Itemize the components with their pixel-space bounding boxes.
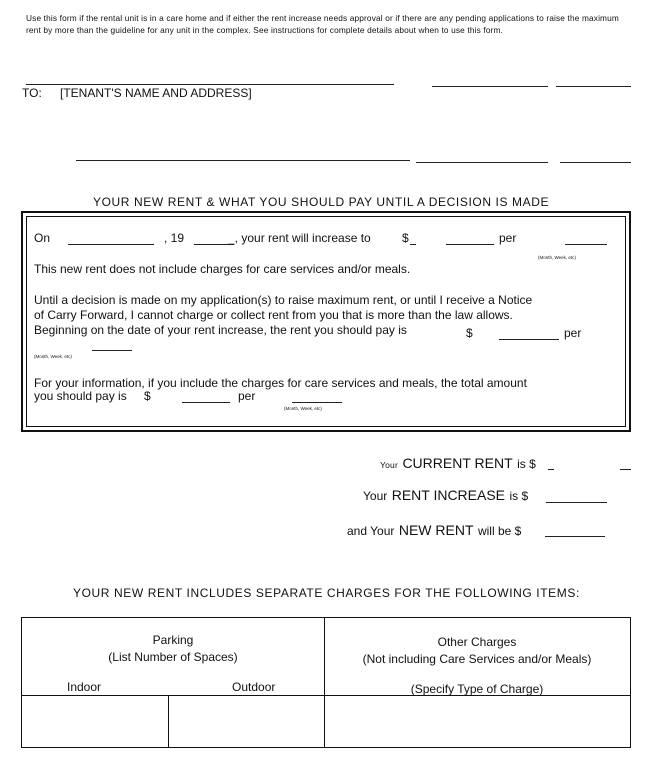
to-label: TO: <box>22 86 42 100</box>
dollar-sign-3: $ <box>144 389 151 403</box>
current-rent-label: CURRENT RENT <box>402 455 513 471</box>
rent-increase-row <box>363 487 528 505</box>
parking-subtitle: (List Number of Spaces) <box>108 650 238 664</box>
rent-increase-field[interactable] <box>546 502 607 503</box>
no-care-text: This new rent does not include charges for care services and/or meals. <box>34 262 411 276</box>
current-rent-row <box>380 455 536 473</box>
date-field[interactable] <box>68 244 154 245</box>
landlord-line-2[interactable] <box>432 86 548 87</box>
other-charges-subtitle: (Not including Care Services and/or Meals) <box>362 652 592 666</box>
period-hint-2: (Month, Week, etc) <box>34 354 72 359</box>
period-hint: (Month, Week, etc) <box>538 255 576 260</box>
outdoor-label: Outdoor <box>232 680 276 694</box>
info-line-2: you should pay is <box>34 389 127 403</box>
section-heading-separate-charges: YOUR NEW RENT INCLUDES SEPARATE CHARGES FOR THE FOLLOWING ITEMS: <box>73 586 580 600</box>
per-label: per <box>499 231 517 245</box>
on-label: On <box>34 231 51 245</box>
other-charges-input-cell[interactable] <box>325 696 630 747</box>
current-rent-field[interactable] <box>548 469 554 470</box>
new-rent-row <box>347 522 521 540</box>
instructions-text: Use this form if the rental unit is in a care home and if either the rent increase needs approval or if there are any pending applications to raise the maximum rent by more than the guideline for any unit in the complex. See instructions for complete details about when to use this form. <box>26 13 619 35</box>
period-field[interactable] <box>565 244 607 245</box>
new-rent-amount-field-2[interactable] <box>446 244 494 245</box>
charges-table <box>21 617 631 748</box>
decision-line-2: of Carry Forward, I cannot charge or collect rent from you that is more than the law allows. <box>34 308 513 322</box>
address-line-3[interactable] <box>560 162 631 163</box>
decision-line-1: Until a decision is made on my application(s) to raise maximum rent, or until I receive a Notice <box>34 293 533 307</box>
interim-period-field[interactable] <box>92 350 132 351</box>
dollar-sign: $ <box>402 231 409 245</box>
specify-charge-label: (Specify Type of Charge) <box>410 682 544 696</box>
current-rent-tail: is $ <box>517 457 536 471</box>
new-rent-label: NEW RENT <box>398 522 474 538</box>
outdoor-input-cell[interactable] <box>169 696 323 747</box>
tenant-name-address-placeholder: [TENANT'S NAME AND ADDRESS] <box>60 86 252 100</box>
landlord-line-1[interactable] <box>26 84 394 85</box>
address-line-2[interactable] <box>416 162 548 163</box>
period-hint-3: (Month, Week, etc) <box>284 406 322 411</box>
total-amount-field[interactable] <box>182 402 230 403</box>
indoor-input-cell[interactable] <box>22 696 167 747</box>
section-heading-new-rent: YOUR NEW RENT & WHAT YOU SHOULD PAY UNTIL A DECISION IS MADE <box>93 195 550 209</box>
rent-increase-small: Your <box>363 489 388 503</box>
info-line-1: For your information, if you include the charges for care services and meals, the total amount <box>34 376 527 390</box>
interim-rent-field[interactable] <box>499 339 559 340</box>
new-rent-tail: will be $ <box>477 524 522 538</box>
rent-increase-label: RENT INCREASE <box>391 487 506 503</box>
indoor-label: Indoor <box>67 680 102 694</box>
dollar-sign-2: $ <box>466 326 473 340</box>
increase-label: _, your rent will increase to <box>228 231 371 245</box>
total-period-field[interactable] <box>292 402 342 403</box>
landlord-line-3[interactable] <box>556 86 631 87</box>
per-label-3: per <box>238 389 256 403</box>
new-rent-small: and Your <box>347 524 395 538</box>
rent-increase-tail: is $ <box>509 489 529 503</box>
current-rent-field-2[interactable] <box>620 469 631 470</box>
current-rent-small: Your <box>380 460 398 470</box>
new-rent-amount-field[interactable] <box>410 244 416 245</box>
new-rent-field[interactable] <box>545 536 605 537</box>
parking-title: Parking <box>152 633 194 647</box>
address-line-1[interactable] <box>76 160 410 161</box>
other-charges-title: Other Charges <box>437 635 517 649</box>
year-label: , 19 <box>164 231 185 245</box>
decision-line-3: Beginning on the date of your rent increase, the rent you should pay is <box>34 323 407 337</box>
per-label-2: per <box>564 326 582 340</box>
